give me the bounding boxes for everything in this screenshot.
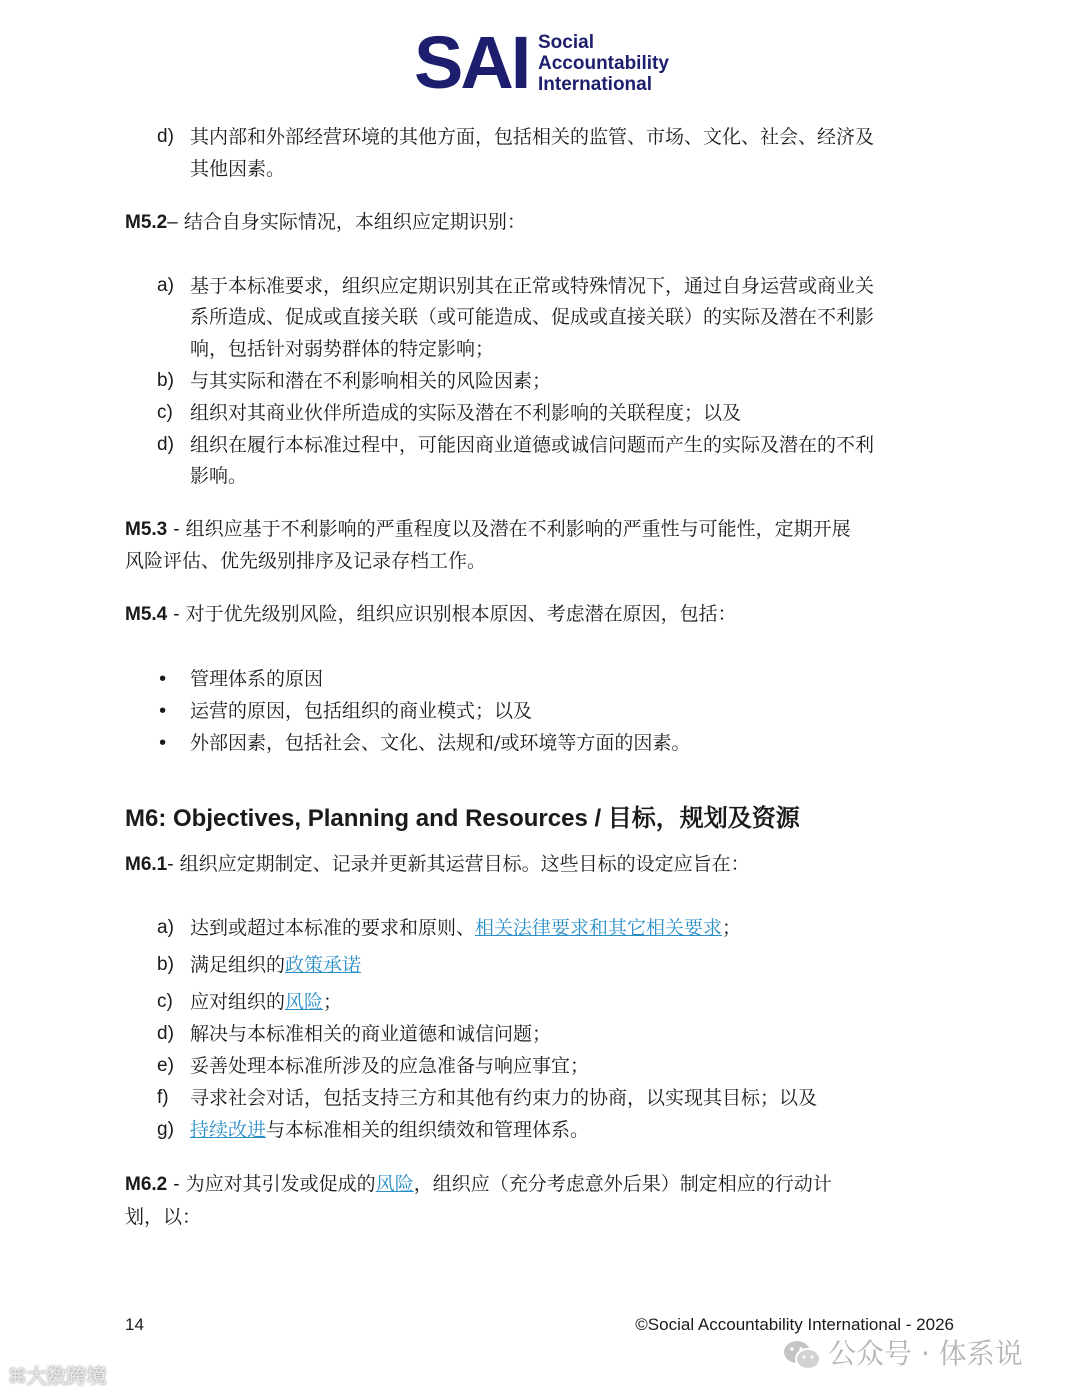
- list-marker: d): [157, 1023, 174, 1044]
- item-text-line: 响，包括针对弱势群体的特定影响；: [190, 338, 495, 360]
- logo-wordmark: [538, 32, 669, 95]
- item-text-line: 组织对其商业伙伴所造成的实际及潜在不利影响的关联程度；以及: [190, 402, 742, 424]
- item-text-line: 系所造成、促成或直接关联（或可能造成、促成或直接关联）的实际及潜在不利影: [190, 306, 875, 328]
- sai-logo: [414, 21, 674, 104]
- bullet-text: 管理体系的原因: [190, 668, 324, 690]
- clause-text: 对于优先级别风险，组织应识别根本原因、考虑潜在原因，包括：: [185, 603, 737, 625]
- wechat-watermark: [782, 1334, 1023, 1374]
- list-marker: a): [157, 917, 174, 938]
- item-text-line: [190, 1118, 589, 1142]
- clause-m6-1: [125, 852, 750, 877]
- item-text-line: 组织在履行本标准过程中，可能因商业道德或诚信问题而产生的实际及潜在的不利: [190, 434, 875, 456]
- site-watermark-text: 大数跨境: [26, 1364, 107, 1388]
- risk-link[interactable]: 风险: [285, 991, 324, 1013]
- risk-link[interactable]: 风险: [375, 1173, 414, 1195]
- item-text-line: [190, 953, 361, 977]
- bullet-text: 外部因素，包括社会、文化、法规和/或环境等方面的因素。: [190, 732, 691, 754]
- list-marker: g): [157, 1119, 174, 1140]
- bullet-dot: •: [157, 700, 169, 722]
- continual-improvement-link[interactable]: 持续改进: [190, 1119, 267, 1141]
- item-text: ；: [722, 917, 742, 939]
- item-text-line: [190, 916, 741, 940]
- bullet-dot: •: [157, 668, 169, 690]
- clause-sep: -: [173, 1174, 180, 1195]
- policy-commitment-link[interactable]: 政策承诺: [285, 954, 362, 976]
- clause-m5-3: [125, 517, 851, 542]
- logo-mark: SAI: [414, 21, 529, 104]
- clause-text: 为应对其引发或促成的: [185, 1173, 376, 1195]
- clause-text-line: 划，以：: [125, 1206, 202, 1228]
- item-text: ；: [323, 991, 343, 1013]
- section-heading-m6: M6: Objectives, Planning and Resources / 目标，规划及资源: [125, 805, 800, 832]
- list-marker: b): [157, 954, 174, 975]
- list-marker: a): [157, 275, 174, 296]
- logo-word-1: Social: [538, 32, 594, 53]
- item-text-line: 寻求社会对话，包括支持三方和其他有约束力的协商，以实现其目标；以及: [190, 1087, 818, 1109]
- item-text: 满足组织的: [190, 954, 286, 976]
- list-marker: c): [157, 991, 173, 1012]
- clause-code: M5.3: [125, 519, 168, 540]
- clause-text: 组织应定期制定、记录并更新其运营目标。这些目标的设定应旨在：: [179, 853, 750, 875]
- clause-sep: -: [173, 604, 180, 625]
- clause-m5-4: [125, 602, 737, 627]
- bullet-dot: •: [157, 732, 169, 754]
- clause-code: M6.1: [125, 854, 168, 875]
- item-text-line: 妥善处理本标准所涉及的应急准备与响应事宜；: [190, 1055, 590, 1077]
- item-text: 应对组织的: [190, 991, 286, 1013]
- item-text-line: [190, 990, 342, 1014]
- clause-m5-2: [125, 210, 526, 235]
- logo-word-3: International: [538, 74, 653, 95]
- clause-sep: -: [167, 854, 174, 875]
- item-text-line: 其他因素。: [190, 158, 286, 180]
- clause-m6-2: [125, 1172, 832, 1197]
- clause-text: ，组织应（充分考虑意外后果）制定相应的行动计: [413, 1173, 832, 1195]
- list-marker: e): [157, 1055, 174, 1076]
- item-text-line: 基于本标准要求，组织应定期识别其在正常或特殊情况下，通过自身运营或商业关: [190, 275, 875, 297]
- watermark-logo-icon: ⌘: [8, 1364, 27, 1388]
- clause-text-line: 风险评估、优先级别排序及记录存档工作。: [125, 550, 487, 572]
- wechat-icon: [782, 1338, 822, 1372]
- item-text: 达到或超过本标准的要求和原则、: [190, 917, 476, 939]
- list-marker: f): [157, 1087, 169, 1108]
- list-marker: c): [157, 402, 173, 423]
- legal-requirements-link[interactable]: 相关法律要求和其它相关要求: [475, 917, 723, 939]
- logo-word-2: Accountability: [538, 53, 669, 74]
- clause-code: M5.4: [125, 604, 168, 625]
- item-text-line: 与其实际和潜在不利影响相关的风险因素；: [190, 370, 552, 392]
- wechat-watermark-text: 公众号 · 体系说: [828, 1337, 1023, 1370]
- item-text-line: 影响。: [190, 465, 248, 487]
- clause-code: M5.2: [125, 212, 168, 233]
- clause-sep: -: [173, 519, 180, 540]
- bullet-text: 运营的原因，包括组织的商业模式；以及: [190, 700, 533, 722]
- copyright: ©Social Accountability International - 2026: [635, 1315, 954, 1334]
- page-number: 14: [125, 1315, 144, 1334]
- site-watermark: [8, 1362, 107, 1390]
- item-text: 与本标准相关的组织绩效和管理体系。: [266, 1119, 590, 1141]
- clause-sep: –: [167, 212, 178, 233]
- clause-code: M6.2: [125, 1174, 168, 1195]
- item-text-line: 解决与本标准相关的商业道德和诚信问题；: [190, 1023, 552, 1045]
- list-marker: d): [157, 434, 174, 455]
- clause-text: 组织应基于不利影响的严重程度以及潜在不利影响的严重性与可能性，定期开展: [185, 518, 851, 540]
- list-marker: b): [157, 370, 174, 391]
- item-text-line: 其内部和外部经营环境的其他方面，包括相关的监管、市场、文化、社会、经济及: [190, 126, 875, 148]
- clause-text: 结合自身实际情况，本组织应定期识别：: [183, 211, 526, 233]
- list-marker: d): [157, 126, 174, 147]
